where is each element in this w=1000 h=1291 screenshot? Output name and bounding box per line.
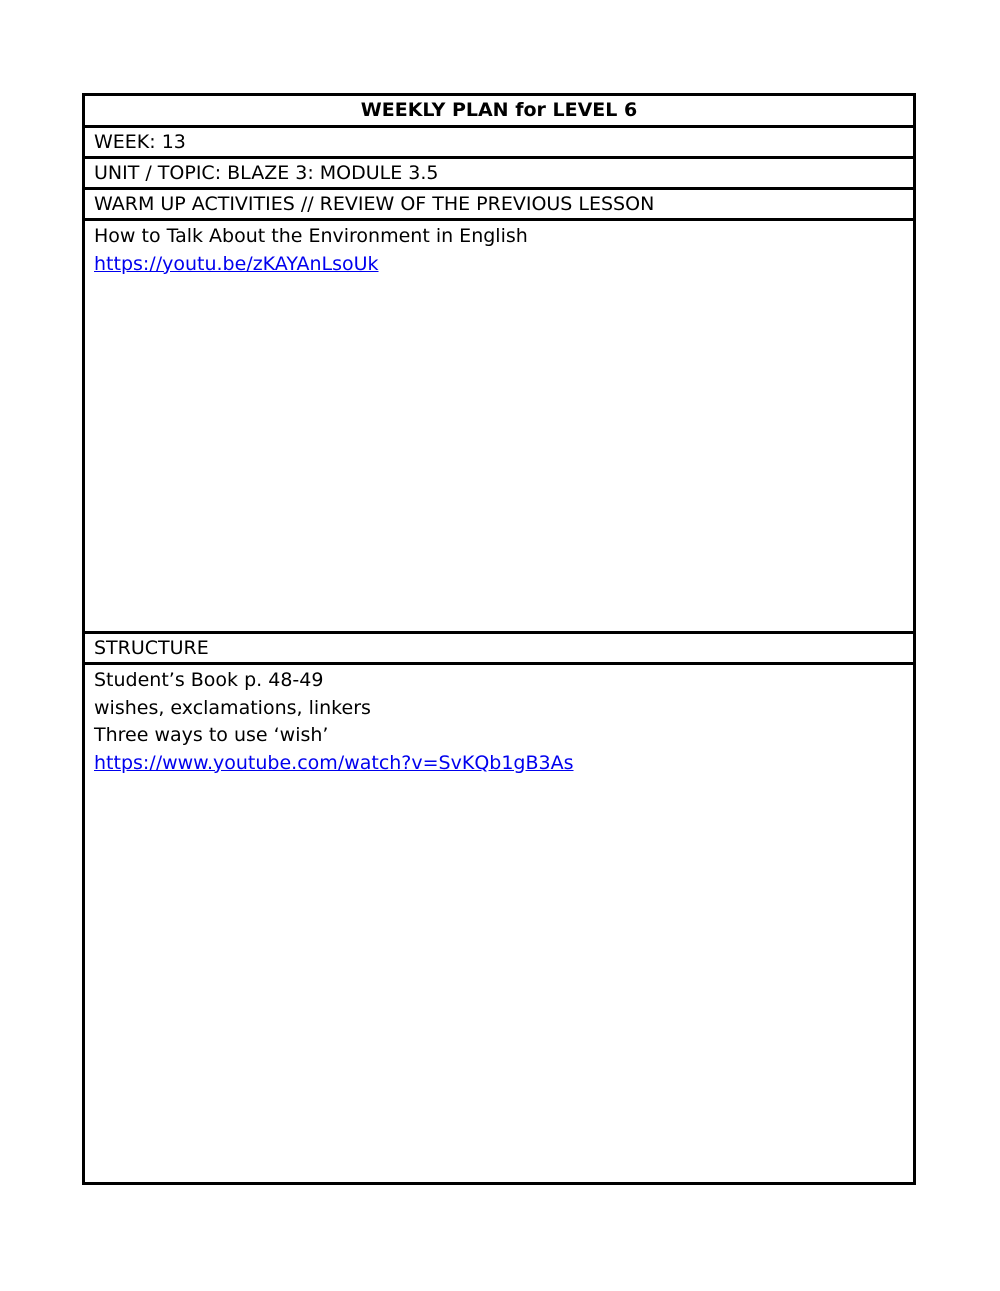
warmup-video-link[interactable]: https://youtu.be/zKAYAnLsoUk: [94, 252, 379, 275]
warmup-heading: WARM UP ACTIVITIES // REVIEW OF THE PREVIOUS LESSON: [94, 193, 655, 215]
unit-topic-row: [85, 159, 913, 190]
week-label: WEEK: 13: [94, 131, 186, 153]
unit-topic-label: UNIT / TOPIC: BLAZE 3: MODULE 3.5: [94, 162, 439, 184]
week-row: [85, 128, 913, 159]
structure-video-link[interactable]: https://www.youtube.com/watch?v=SvKQb1gB3As: [94, 751, 574, 774]
warmup-text: How to Talk About the Environment in English: [94, 225, 528, 247]
weekly-plan-table: [82, 93, 916, 1185]
structure-heading-row: [85, 634, 913, 665]
plan-title: WEEKLY PLAN for LEVEL 6: [360, 99, 638, 121]
warmup-content: [85, 221, 913, 634]
structure-line-book: Student’s Book p. 48-49: [94, 669, 324, 691]
warmup-heading-row: [85, 190, 913, 221]
structure-heading: STRUCTURE: [94, 637, 209, 659]
plan-title-row: [85, 96, 913, 128]
structure-content: [85, 665, 913, 1182]
structure-line-topics: wishes, exclamations, linkers: [94, 696, 371, 719]
structure-line-wish: Three ways to use ‘wish’: [94, 724, 329, 746]
